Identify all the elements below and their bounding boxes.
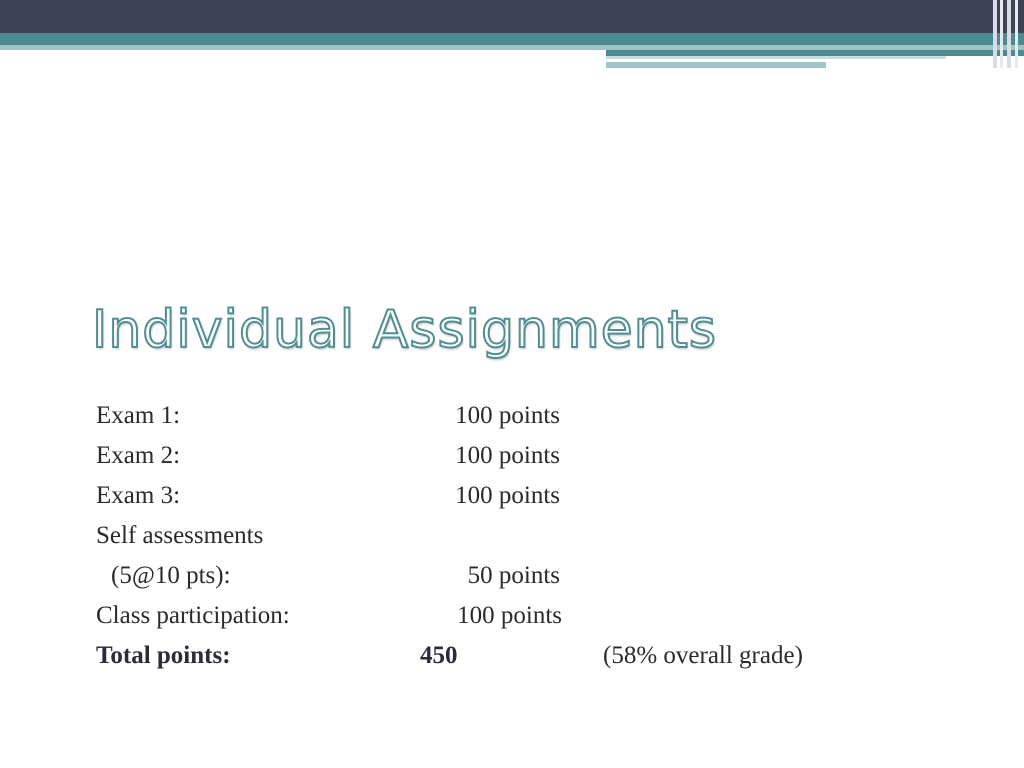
assignment-points: 100 points bbox=[455, 442, 560, 469]
assignment-points: 100 points bbox=[457, 602, 562, 629]
assignment-label: Self assessments bbox=[96, 522, 264, 549]
assignment-row bbox=[96, 482, 896, 522]
assignment-row bbox=[96, 522, 896, 562]
assignment-points: 100 points bbox=[455, 482, 560, 509]
assignment-row bbox=[96, 602, 896, 642]
total-note: (58% overall grade) bbox=[603, 642, 803, 669]
header-accent-line-3 bbox=[606, 62, 826, 68]
slide-title: Individual Assignments bbox=[92, 300, 718, 360]
header-teal-band bbox=[0, 33, 1024, 45]
header-right-stripe-3 bbox=[1007, 0, 1011, 68]
assignment-label: Class participation: bbox=[96, 602, 290, 629]
assignment-label: Exam 1: bbox=[96, 402, 181, 429]
total-note-row bbox=[96, 642, 896, 682]
assignment-row bbox=[96, 442, 896, 482]
header-dark-band bbox=[0, 0, 1024, 33]
assignment-row bbox=[96, 562, 896, 602]
assignment-points: 100 points bbox=[455, 402, 560, 429]
assignment-points: 50 points bbox=[467, 562, 560, 589]
assignment-row bbox=[96, 402, 896, 442]
total-label: Total points: bbox=[96, 642, 231, 669]
assignment-label: Exam 3: bbox=[96, 482, 181, 509]
total-points: 450 bbox=[420, 642, 458, 669]
header-right-stripe-1 bbox=[993, 0, 997, 68]
assignment-label: (5@10 pts): bbox=[111, 562, 231, 589]
header-accent-line-2 bbox=[606, 56, 946, 59]
header-right-stripe-4 bbox=[1015, 0, 1018, 68]
assignment-label: Exam 2: bbox=[96, 442, 181, 469]
header-right-stripe-2 bbox=[1000, 0, 1003, 68]
